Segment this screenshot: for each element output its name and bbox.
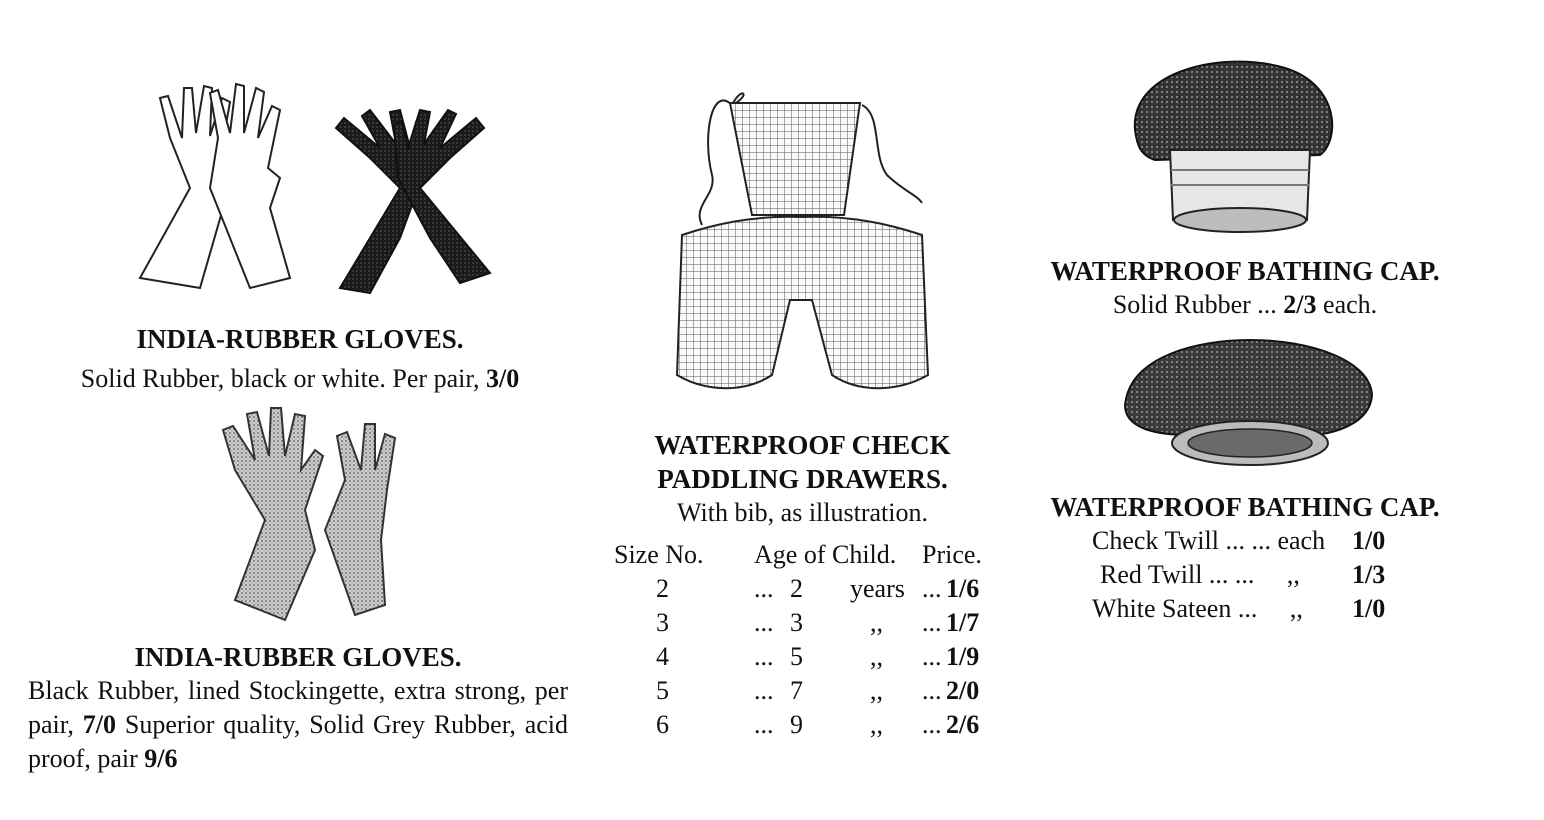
cap-2-item-label: Red Twill ... ... ,, [1100, 560, 1300, 589]
size-cell: 3 [656, 608, 669, 637]
gloves-2-desc-b: Superior quality, Solid Grey Rubber, acid proof, pair [28, 710, 568, 773]
gloves-2-price-b: 9/6 [144, 744, 178, 773]
price-cell: 2/6 [946, 710, 980, 739]
cap-1-desc-b: each. [1316, 290, 1378, 319]
gloves-1-price: 3/0 [485, 364, 520, 393]
gloves-2-heading: INDIA-RUBBER GLOVES. [134, 642, 462, 672]
cap-1-block [1020, 254, 1470, 322]
table-row [614, 606, 982, 640]
sep-cell: ... [754, 676, 774, 705]
price-cell: 1/6 [946, 574, 980, 603]
cap-1-desc-a: Solid Rubber ... [1112, 290, 1284, 319]
size-cell: 5 [656, 676, 669, 705]
table-row [614, 708, 982, 742]
cap-2-block [1020, 490, 1470, 524]
check-twill-cap-illustration [1120, 335, 1380, 475]
drawers-subtitle: With bib, as illustration. [677, 498, 928, 527]
col-size-header: Size No. [614, 540, 704, 569]
cap-2-heading: WATERPROOF BATHING CAP. [1050, 492, 1440, 522]
cap-2-item-price: 1/0 [1352, 594, 1386, 623]
sep-cell: ... [754, 642, 774, 671]
col-price-header: Price. [922, 540, 982, 569]
price-cell: 2/0 [946, 676, 980, 705]
size-cell: 6 [656, 710, 669, 739]
drawers-heading-line1: WATERPROOF CHECK [654, 430, 951, 460]
drawers-table-header [614, 538, 982, 572]
gloves-1-block [20, 322, 580, 396]
age-cell: 9 [790, 710, 803, 739]
age-cell: 3 [790, 608, 803, 637]
cap-2-item-price: 1/0 [1352, 526, 1386, 555]
sep-cell: ... [922, 642, 942, 671]
size-cell: 4 [656, 642, 669, 671]
list-item [1092, 592, 1385, 626]
cap-2-item-label: White Sateen ... ,, [1092, 594, 1303, 623]
age-cell: 5 [790, 642, 803, 671]
drawers-size-table [614, 538, 982, 742]
table-row [614, 674, 982, 708]
list-item [1092, 524, 1385, 558]
cap-1-description [1020, 288, 1470, 322]
sep-cell: ... [754, 574, 774, 603]
list-item [1092, 558, 1385, 592]
cap-2-item-label: Check Twill ... ... each [1092, 526, 1326, 555]
sep-cell: ... [922, 676, 942, 705]
price-cell: 1/7 [946, 608, 980, 637]
gloves-2-desc-a: Black Rubber, lined Stockingette, extra strong, per pair, [28, 676, 568, 739]
gloves-2-block [28, 640, 568, 776]
unit-cell: ,, [870, 710, 883, 739]
sep-cell: ... [922, 574, 942, 603]
drawers-block [600, 428, 1005, 530]
table-row [614, 572, 982, 606]
gloves-1-description [20, 362, 580, 396]
sep-cell: ... [754, 710, 774, 739]
unit-cell: ,, [870, 676, 883, 705]
col-age-header: Age of Child. [754, 540, 897, 569]
cap-1-price: 2/3 [1283, 290, 1317, 319]
table-row [614, 640, 982, 674]
unit-cell: ,, [870, 608, 883, 637]
paddling-drawers-illustration [672, 75, 932, 415]
price-cell: 1/9 [946, 642, 980, 671]
gloves-2-price-a: 7/0 [82, 710, 116, 739]
cap-1-heading: WATERPROOF BATHING CAP. [1050, 256, 1440, 286]
gloves-1-desc-text: Solid Rubber, black or white. Per pair, [80, 364, 486, 393]
lined-gloves-illustration [205, 400, 405, 630]
drawers-heading-line2: PADDLING DRAWERS. [657, 464, 948, 494]
sep-cell: ... [922, 710, 942, 739]
sep-cell: ... [754, 608, 774, 637]
age-cell: 2 [790, 574, 803, 603]
unit-cell: ,, [870, 642, 883, 671]
cap-2-item-price: 1/3 [1352, 560, 1386, 589]
solid-rubber-cap-illustration [1125, 50, 1345, 250]
gloves-2-description [28, 674, 568, 776]
gloves-illustration [100, 78, 500, 308]
gloves-1-heading: INDIA-RUBBER GLOVES. [136, 324, 464, 354]
size-cell: 2 [656, 574, 669, 603]
age-cell: 7 [790, 676, 803, 705]
unit-cell: years [850, 574, 905, 603]
sep-cell: ... [922, 608, 942, 637]
cap-2-price-list [1092, 524, 1385, 626]
